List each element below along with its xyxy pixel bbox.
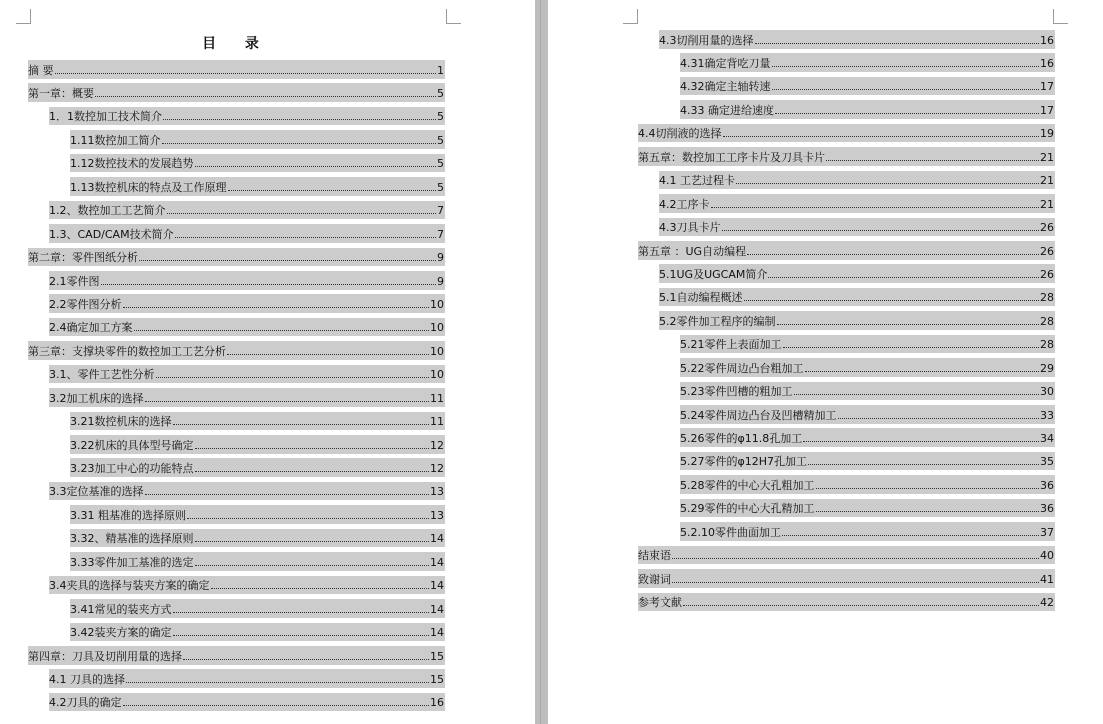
toc-entry[interactable] [638,241,1055,260]
toc-entry[interactable] [28,248,445,267]
toc-entry[interactable] [680,452,1055,471]
toc-entry[interactable] [28,83,445,102]
toc-leader-dots [175,236,436,238]
toc-entry[interactable] [49,294,445,313]
toc-entry-text: 1.13数控机床的特点及工作原理 [70,180,227,194]
toc-entry-text: 5.2.10零件曲面加工 [680,525,781,539]
toc-entry-text: 4.3刀具卡片 [659,221,721,235]
toc-entry[interactable] [70,505,445,524]
toc-entry-page-number: 26 [1040,267,1054,281]
toc-entry-page-number: 26 [1040,221,1054,235]
toc-entry[interactable] [680,428,1055,447]
toc-entry-page-number: 10 [430,368,444,382]
toc-entry-page-number: 34 [1040,432,1054,446]
toc-entry-text: 1.3、CAD/CAM技术简介 [49,227,174,241]
toc-entry-page-number: 21 [1040,150,1054,164]
toc-entry[interactable] [638,124,1055,143]
toc-entry[interactable] [70,130,445,149]
toc-entry-page-number: 1 [437,63,444,77]
toc-entry-text: 4.31确定背吃刀量 [680,57,771,71]
toc-entry-page-number: 11 [430,415,444,429]
toc-entry[interactable] [680,405,1055,424]
toc-leader-dots [782,534,1039,536]
toc-entry-page-number: 7 [437,227,444,241]
toc-leader-dots [101,283,437,285]
toc-leader-dots [775,112,1039,114]
toc-entry[interactable] [28,60,445,79]
toc-leader-dots [805,370,1040,372]
toc-entry[interactable] [638,569,1055,588]
toc-entry-page-number: 19 [1040,127,1054,141]
toc-entry-page-number: 14 [430,579,444,593]
toc-entry[interactable] [638,593,1055,612]
toc-entry[interactable] [680,53,1055,72]
toc-leader-dots [167,212,437,214]
toc-leader-dots [173,611,430,613]
toc-entry[interactable] [638,147,1055,166]
toc-list-right [638,30,1055,616]
toc-entry[interactable] [680,358,1055,377]
toc-entry-text: 4.2工序卡 [659,197,710,211]
toc-entry-text: 5.22零件周边凸台粗加工 [680,361,804,375]
toc-entry[interactable] [680,522,1055,541]
toc-entry-text: 3.4夹具的选择与装夹方案的确定 [49,579,210,593]
toc-entry[interactable] [28,646,445,665]
toc-entry-page-number: 14 [430,555,444,569]
toc-entry[interactable] [659,218,1055,237]
toc-entry-page-number: 10 [430,321,444,335]
toc-entry-text: 3.2加工机床的选择 [49,391,144,405]
toc-entry[interactable] [70,552,445,571]
toc-entry-page-number: 13 [430,508,444,522]
toc-entry-page-number: 17 [1040,80,1054,94]
toc-entry-page-number: 30 [1040,385,1054,399]
toc-entry-page-number: 21 [1040,197,1054,211]
toc-entry-page-number: 42 [1040,596,1054,610]
toc-entry-text: 2.2零件图分析 [49,297,122,311]
toc-leader-dots [163,118,436,120]
toc-entry[interactable] [70,529,445,548]
toc-leader-dots [826,159,1039,161]
toc-entry-page-number: 17 [1040,103,1054,117]
toc-entry-text: 1．1数控加工技术简介 [49,110,162,124]
toc-leader-dots [139,259,436,261]
toc-entry[interactable] [70,435,445,454]
toc-leader-dots [772,88,1040,90]
toc-entry-page-number: 7 [437,204,444,218]
toc-entry-text: 2.1零件图 [49,274,100,288]
toc-entry-text: 结束语 [638,549,671,563]
toc-entry-text: 3.33零件加工基准的选定 [70,555,194,569]
toc-entry[interactable] [49,318,445,337]
toc-leader-dots [211,587,430,589]
toc-entry-page-number: 35 [1040,455,1054,469]
toc-entry[interactable] [28,341,445,360]
toc-entry[interactable] [49,224,445,243]
toc-entry-text: 4.3切削用量的选择 [659,33,754,47]
toc-entry-text: 第五章 ：UG自动编程 [638,244,747,258]
toc-entry-text: 4.1 刀具的选择 [49,672,125,686]
margin-corner-mark [1053,9,1068,24]
toc-entry[interactable] [680,100,1055,119]
toc-leader-dots [195,447,430,449]
toc-leader-dots [162,142,437,144]
toc-entry[interactable] [680,382,1055,401]
toc-entry-page-number: 28 [1040,338,1054,352]
toc-leader-dots [783,346,1040,348]
toc-leader-dots [195,165,437,167]
document-page-left [0,0,535,724]
toc-entry-page-number: 15 [430,672,444,686]
toc-leader-dots [711,206,1040,208]
toc-entry-page-number: 29 [1040,361,1054,375]
toc-leader-dots [736,182,1039,184]
toc-leader-dots [755,42,1040,44]
toc-entry[interactable] [659,194,1055,213]
toc-entry-page-number: 28 [1040,291,1054,305]
toc-entry-page-number: 14 [430,626,444,640]
toc-entry[interactable] [49,388,445,407]
toc-entry-text: 3.22机床的具体型号确定 [70,438,194,452]
toc-entry-text: 4.32确定主轴转速 [680,80,771,94]
toc-leader-dots [672,581,1039,583]
toc-leader-dots [772,65,1040,67]
toc-entry-text: 1.11数控加工简介 [70,133,161,147]
toc-entry[interactable] [49,693,445,712]
toc-entry[interactable] [70,623,445,642]
toc-entry-page-number: 14 [430,532,444,546]
toc-entry-page-number: 26 [1040,244,1054,258]
toc-entry-text: 1.2、数控加工工艺简介 [49,204,166,218]
toc-leader-dots [95,95,436,97]
toc-entry-text: 5.29零件的中心大孔精加工 [680,502,815,516]
toc-entry[interactable] [659,288,1055,307]
toc-entry-page-number: 28 [1040,314,1054,328]
toc-leader-dots [747,253,1039,255]
toc-entry-page-number: 13 [430,485,444,499]
toc-leader-dots [838,417,1040,419]
toc-leader-dots [195,540,430,542]
toc-leader-dots [228,189,437,191]
toc-entry-page-number: 9 [437,274,444,288]
toc-entry-page-number: 33 [1040,408,1054,422]
toc-entry[interactable] [70,412,445,431]
toc-entry-text: 第三章：支撑块零件的数控加工工艺分析 [28,344,226,358]
toc-leader-dots [126,681,429,683]
toc-entry-text: 5.1UG及UGCAM简介 [659,267,768,281]
toc-entry[interactable] [680,475,1055,494]
toc-entry-text: 参考文献 [638,596,682,610]
toc-entry-text: 3.1、零件工艺性分析 [49,368,155,382]
toc-entry-page-number: 5 [437,180,444,194]
toc-leader-dots [195,564,430,566]
toc-entry-text: 5.24零件周边凸台及凹槽精加工 [680,408,837,422]
toc-leader-dots [183,658,429,660]
toc-leader-dots [195,470,430,472]
toc-entry-page-number: 16 [430,696,444,710]
toc-leader-dots [816,510,1040,512]
toc-entry-page-number: 10 [430,344,444,358]
toc-entry[interactable] [638,546,1055,565]
toc-entry-page-number: 12 [430,438,444,452]
toc-leader-dots [145,493,430,495]
toc-leader-dots [123,306,430,308]
toc-entry-text: 第二章：零件图纸分析 [28,251,138,265]
toc-entry[interactable] [49,107,445,126]
toc-entry-text: 5.1自动编程概述 [659,291,743,305]
toc-leader-dots [187,517,429,519]
toc-entry-text: 5.21零件上表面加工 [680,338,782,352]
toc-entry-page-number: 9 [437,251,444,265]
toc-entry[interactable] [49,201,445,220]
toc-entry-text: 摘 要 [28,63,54,77]
margin-corner-mark [16,9,31,24]
toc-leader-dots [55,72,437,74]
toc-leader-dots [672,557,1039,559]
toc-entry-text: 3.3定位基准的选择 [49,485,144,499]
toc-entry-text: 第一章：概要 [28,87,94,101]
toc-entry-page-number: 11 [430,391,444,405]
toc-entry-text: 4.2刀具的确定 [49,696,122,710]
toc-leader-dots [145,400,430,402]
toc-leader-dots [227,353,429,355]
toc-entry-page-number: 16 [1040,57,1054,71]
toc-entry-text: 3.41常见的装夹方式 [70,602,172,616]
toc-entry[interactable] [659,171,1055,190]
toc-entry[interactable] [49,365,445,384]
toc-entry-text: 第四章：刀具及切削用量的选择 [28,649,182,663]
toc-entry-text: 致谢词 [638,572,671,586]
toc-list-left [28,60,445,716]
toc-entry-page-number: 5 [437,110,444,124]
toc-entry[interactable] [49,669,445,688]
toc-leader-dots [156,376,430,378]
toc-entry-page-number: 40 [1040,549,1054,563]
toc-entry-text: 5.28零件的中心大孔粗加工 [680,478,815,492]
toc-entry-text: 3.32、精基准的选择原则 [70,532,194,546]
toc-entry[interactable] [659,264,1055,283]
toc-leader-dots [803,440,1039,442]
toc-leader-dots [173,634,430,636]
toc-entry-page-number: 21 [1040,174,1054,188]
toc-entry-text: 4.4切削液的选择 [638,127,722,141]
toc-entry[interactable] [680,335,1055,354]
toc-entry[interactable] [49,576,445,595]
toc-entry-text: 1.12数控技术的发展趋势 [70,157,194,171]
toc-leader-dots [123,704,430,706]
toc-entry-page-number: 37 [1040,525,1054,539]
toc-entry[interactable] [680,499,1055,518]
toc-leader-dots [768,276,1039,278]
toc-entry-text: 5.2零件加工程序的编制 [659,314,776,328]
toc-entry-text: 5.23零件凹槽的粗加工 [680,385,793,399]
toc-entry[interactable] [70,599,445,618]
margin-corner-mark [446,9,461,24]
toc-entry-page-number: 15 [430,649,444,663]
toc-entry-page-number: 36 [1040,478,1054,492]
toc-leader-dots [816,487,1040,489]
toc-entry-page-number: 5 [437,87,444,101]
toc-entry-page-number: 5 [437,133,444,147]
toc-entry[interactable] [70,154,445,173]
toc-entry-text: 2.4确定加工方案 [49,321,133,335]
toc-entry-text: 4.33 确定进给速度 [680,103,774,117]
toc-entry-page-number: 10 [430,297,444,311]
toc-entry[interactable] [49,271,445,290]
margin-corner-mark [623,9,638,24]
toc-entry[interactable] [680,77,1055,96]
toc-leader-dots [134,329,430,331]
toc-entry-page-number: 12 [430,462,444,476]
toc-entry-text: 5.27零件的φ12H7孔加工 [680,455,808,469]
toc-entry-text: 第五章：数控加工工序卡片及刀具卡片 [638,150,825,164]
toc-leader-dots [723,135,1040,137]
page-gutter [535,0,548,724]
toc-leader-dots [722,229,1040,231]
toc-entry[interactable] [70,177,445,196]
toc-entry[interactable] [659,311,1055,330]
toc-leader-dots [744,299,1040,301]
toc-entry-page-number: 41 [1040,572,1054,586]
toc-entry[interactable] [70,458,445,477]
toc-entry-page-number: 36 [1040,502,1054,516]
toc-entry-text: 3.21数控机床的选择 [70,415,172,429]
toc-entry-page-number: 14 [430,602,444,616]
toc-entry-text: 3.42装夹方案的确定 [70,626,172,640]
document-page-right [548,0,1103,724]
toc-entry-page-number: 5 [437,157,444,171]
toc-entry[interactable] [659,30,1055,49]
toc-entry[interactable] [49,482,445,501]
toc-entry-text: 5.26零件的φ11.8孔加工 [680,432,803,446]
toc-leader-dots [777,323,1040,325]
toc-leader-dots [808,463,1039,465]
toc-entry-page-number: 16 [1040,33,1054,47]
toc-leader-dots [794,393,1040,395]
toc-entry-text: 3.31 粗基准的选择原则 [70,508,186,522]
toc-leader-dots [683,604,1039,606]
toc-leader-dots [173,423,430,425]
toc-title: 目 录 [202,36,271,52]
toc-entry-text: 3.23加工中心的功能特点 [70,462,194,476]
toc-entry-text: 4.1 工艺过程卡 [659,174,735,188]
